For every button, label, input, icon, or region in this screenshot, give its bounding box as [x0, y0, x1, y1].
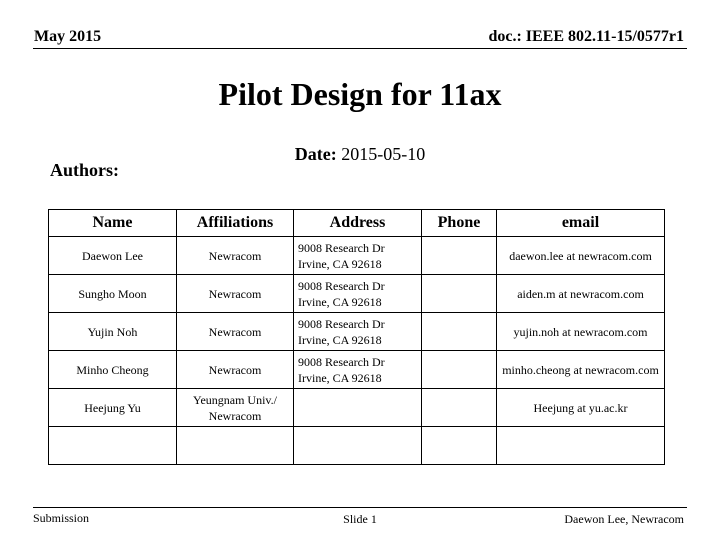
author-affiliation: Newracom	[177, 351, 294, 389]
address-line: Irvine, CA 92618	[298, 332, 382, 347]
column-header-affiliations: Affiliations	[177, 210, 294, 237]
author-address	[294, 351, 422, 389]
authors-heading: Authors:	[50, 160, 120, 180]
authors-table	[48, 209, 665, 465]
author-name: Heejung Yu	[49, 389, 177, 427]
author-phone	[422, 389, 497, 427]
author-affiliation	[177, 427, 294, 465]
author-address	[294, 313, 422, 351]
address-line: 9008 Research Dr	[298, 354, 385, 369]
column-header-name: Name	[49, 210, 177, 237]
author-email: minho.cheong at newracom.com	[497, 351, 665, 389]
table-row	[49, 313, 665, 351]
column-header-address: Address	[294, 210, 422, 237]
slide-title: Pilot Design for 11ax	[218, 76, 502, 112]
author-name: Sungho Moon	[49, 275, 177, 313]
author-phone	[422, 237, 497, 275]
author-email: aiden.m at newracom.com	[497, 275, 665, 313]
author-email: daewon.lee at newracom.com	[497, 237, 665, 275]
header-divider	[33, 48, 687, 49]
address-line: 9008 Research Dr	[298, 316, 385, 331]
table-row	[49, 237, 665, 275]
address-line: 9008 Research Dr	[298, 278, 385, 293]
date-value: 2015-05-10	[341, 144, 426, 164]
author-email: Heejung at yu.ac.kr	[497, 389, 665, 427]
author-address	[294, 389, 422, 427]
footer-author: Daewon Lee, Newracom	[564, 512, 684, 526]
author-address	[294, 237, 422, 275]
column-header-email: email	[497, 210, 665, 237]
footer-divider	[33, 507, 687, 508]
author-phone	[422, 313, 497, 351]
table-row	[49, 427, 665, 465]
author-name: Daewon Lee	[49, 237, 177, 275]
footer-slide-number: Slide 1	[343, 512, 377, 526]
table-header-row	[49, 210, 665, 237]
table-row	[49, 389, 665, 427]
header-doc-id: doc.: IEEE 802.11-15/0577r1	[488, 28, 684, 45]
author-affiliation: Newracom	[177, 237, 294, 275]
address-line: Irvine, CA 92618	[298, 294, 382, 309]
date-label: Date:	[294, 144, 337, 164]
author-phone	[422, 275, 497, 313]
author-address	[294, 427, 422, 465]
address-line: 9008 Research Dr	[298, 240, 385, 255]
author-affiliation: Newracom	[177, 313, 294, 351]
footer-submission: Submission	[33, 511, 90, 525]
author-name: Yujin Noh	[49, 313, 177, 351]
author-phone	[422, 351, 497, 389]
author-name: Minho Cheong	[49, 351, 177, 389]
author-address	[294, 275, 422, 313]
table-row	[49, 275, 665, 313]
author-email	[497, 427, 665, 465]
author-affiliation: Newracom	[177, 275, 294, 313]
address-line: Irvine, CA 92618	[298, 370, 382, 385]
author-email: yujin.noh at newracom.com	[497, 313, 665, 351]
author-affiliation: Yeungnam Univ./ Newracom	[177, 389, 294, 427]
address-line: Irvine, CA 92618	[298, 256, 382, 271]
table-row	[49, 351, 665, 389]
column-header-phone: Phone	[422, 210, 497, 237]
author-phone	[422, 427, 497, 465]
author-name	[49, 427, 177, 465]
header-date: May 2015	[34, 28, 102, 45]
